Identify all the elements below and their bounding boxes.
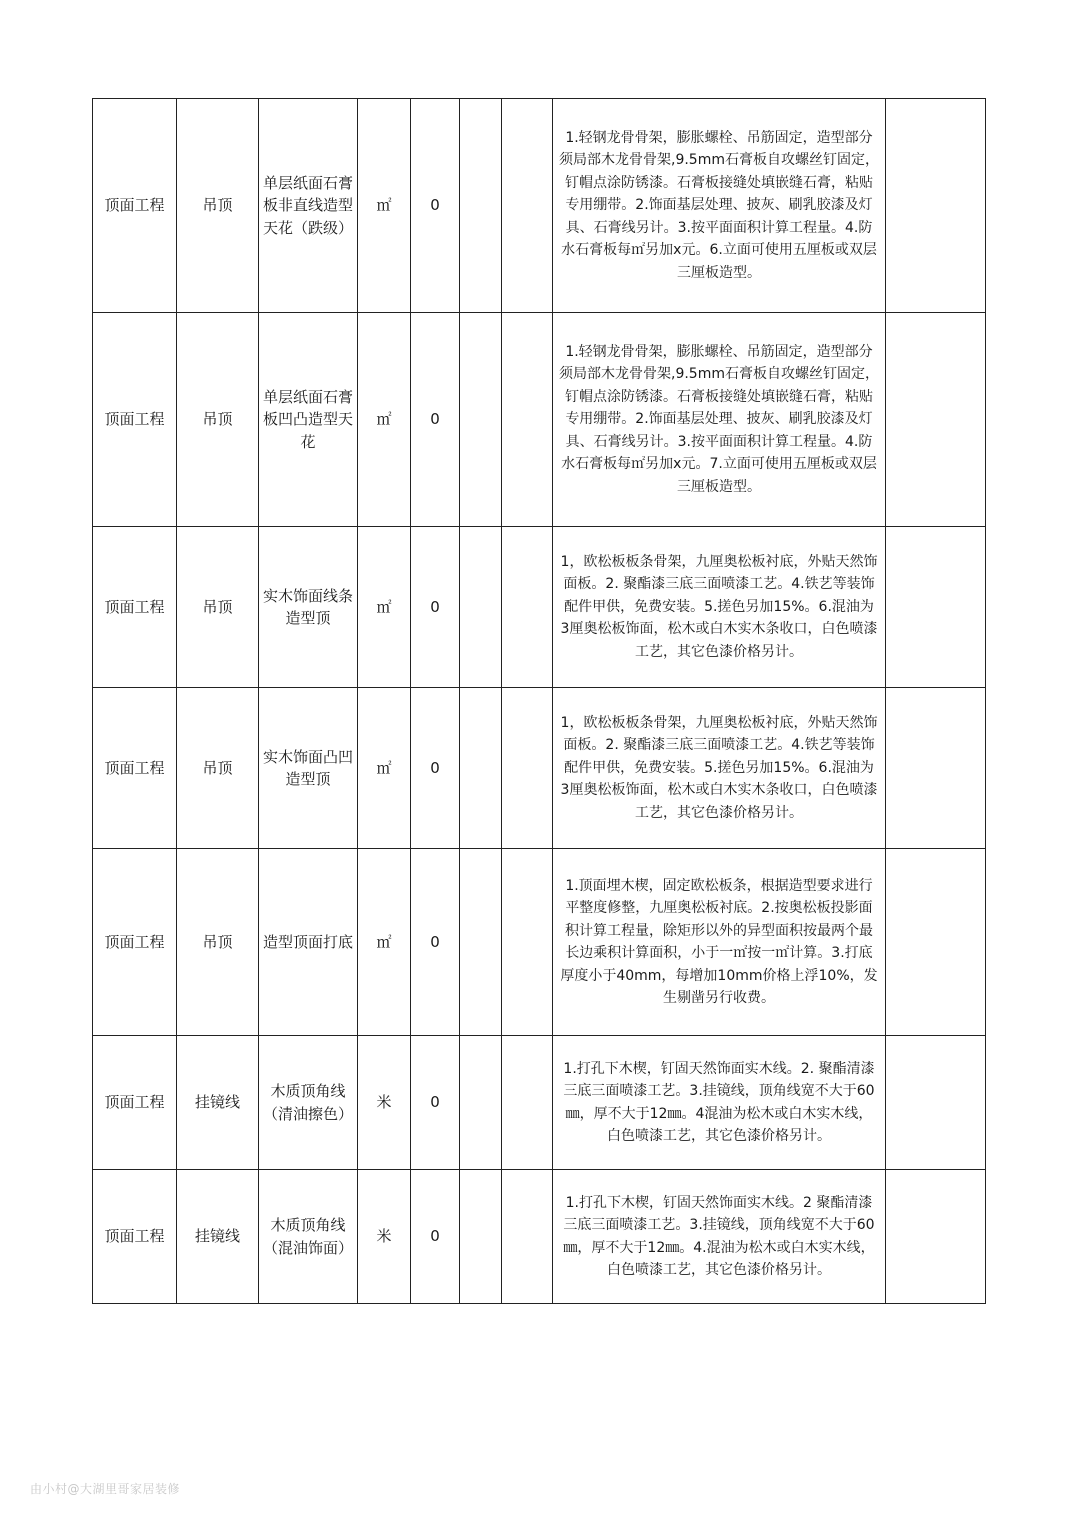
unit-cell: ㎡ [358,849,411,1036]
remark-cell [886,849,986,1036]
unit-cell: 米 [358,1036,411,1170]
category-cell: 顶面工程 [93,688,177,849]
subcategory-cell: 吊顶 [177,527,259,688]
remark-cell [886,99,986,313]
description-cell: 1，欧松板板条骨架，九厘奥松板衬底，外贴天然饰面板。2. 聚酯漆三底三面喷漆工艺。4.铁艺等装饰配件甲供，免费安装。5.搓色另加15%。6.混油为 3厘奥松板饰面，松木或白木实木条收口，白色喷漆工艺，其它色漆价格另计。 [553,688,886,849]
category-cell: 顶面工程 [93,99,177,313]
quantity-cell: 0 [411,688,460,849]
unit-price-cell [460,527,502,688]
total-cell [502,688,553,849]
unit-cell: ㎡ [358,99,411,313]
subcategory-cell: 吊顶 [177,849,259,1036]
unit-cell: ㎡ [358,688,411,849]
description-cell: 1.轻钢龙骨骨架，膨胀螺栓、吊筋固定，造型部分须局部木龙骨骨架,9.5mm石膏板自攻螺丝钉固定，钉帽点涂防锈漆。石膏板接缝处填嵌缝石膏，粘贴专用绷带。2.饰面基层处理、披灰、刷乳胶漆及灯具、石膏线另计。3.按平面面积计算工程量。4.防水石膏板每㎡另加x元。6.立面可使用五厘板或双层三厘板造型。 [553,99,886,313]
unit-price-cell [460,1036,502,1170]
total-cell [502,527,553,688]
subcategory-cell: 吊顶 [177,99,259,313]
unit-price-cell [460,99,502,313]
remark-cell [886,1036,986,1170]
description-cell: 1.顶面埋木楔，固定欧松板条，根据造型要求进行平整度修整，九厘奥松板衬底。2.按奥松板投影面积计算工程量，除矩形以外的异型面积按最两个最长边乘积计算面积，小于一㎡按一㎡计算。3.打底厚度小于40mm，每增加10mm价格上浮10%，发生剔凿另行收费。 [553,849,886,1036]
remark-cell [886,1170,986,1304]
quantity-cell: 0 [411,99,460,313]
item-name-cell: 实木饰面线条造型顶 [259,527,358,688]
table-row [93,1036,986,1170]
unit-price-cell [460,849,502,1036]
description-cell: 1.打孔下木楔，钉固天然饰面实木线。2 聚酯清漆三底三面喷漆工艺。3.挂镜线，顶角线宽不大于60㎜，厚不大于12㎜。4.混油为松木或白木实木线，白色喷漆工艺，其它色漆价格另计。 [553,1170,886,1304]
item-name-cell: 木质顶角线（混油饰面） [259,1170,358,1304]
table-row [93,688,986,849]
subcategory-cell: 吊顶 [177,313,259,527]
quantity-cell: 0 [411,313,460,527]
item-name-cell: 单层纸面石膏板凹凸造型天花 [259,313,358,527]
category-cell: 顶面工程 [93,1170,177,1304]
item-name-cell: 木质顶角线（清油擦色） [259,1036,358,1170]
description-cell: 1，欧松板板条骨架，九厘奥松板衬底，外贴天然饰面板。2. 聚酯漆三底三面喷漆工艺。4.铁艺等装饰配件甲供，免费安装。5.搓色另加15%。6.混油为 3厘奥松板饰面，松木或白木实木条收口，白色喷漆工艺，其它色漆价格另计。 [553,527,886,688]
subcategory-cell: 挂镜线 [177,1170,259,1304]
remark-cell [886,688,986,849]
subcategory-cell: 吊顶 [177,688,259,849]
unit-cell: 米 [358,1170,411,1304]
description-cell: 1.打孔下木楔，钉固天然饰面实木线。2. 聚酯清漆三底三面喷漆工艺。3.挂镜线，顶角线宽不大于60㎜，厚不大于12㎜。4混油为松木或白木实木线，白色喷漆工艺，其它色漆价格另计。 [553,1036,886,1170]
total-cell [502,99,553,313]
unit-price-cell [460,1170,502,1304]
total-cell [502,313,553,527]
table-row [93,849,986,1036]
item-name-cell: 造型顶面打底 [259,849,358,1036]
unit-price-cell [460,688,502,849]
remark-cell [886,313,986,527]
category-cell: 顶面工程 [93,849,177,1036]
unit-price-cell [460,313,502,527]
total-cell [502,1036,553,1170]
total-cell [502,1170,553,1304]
remark-cell [886,527,986,688]
subcategory-cell: 挂镜线 [177,1036,259,1170]
unit-cell: ㎡ [358,313,411,527]
category-cell: 顶面工程 [93,1036,177,1170]
table-row [93,1170,986,1304]
total-cell [502,849,553,1036]
description-cell: 1.轻钢龙骨骨架，膨胀螺栓、吊筋固定，造型部分须局部木龙骨骨架,9.5mm石膏板自攻螺丝钉固定，钉帽点涂防锈漆。石膏板接缝处填嵌缝石膏，粘贴专用绷带。2.饰面基层处理、披灰、刷乳胶漆及灯具、石膏线另计。3.按平面面积计算工程量。4.防水石膏板每㎡另加x元。7.立面可使用五厘板或双层三厘板造型。 [553,313,886,527]
table-row [93,99,986,313]
quantity-cell: 0 [411,1036,460,1170]
quote-table [92,98,986,1304]
category-cell: 顶面工程 [93,527,177,688]
unit-cell: ㎡ [358,527,411,688]
item-name-cell: 实木饰面凸凹造型顶 [259,688,358,849]
quantity-cell: 0 [411,1170,460,1304]
table-row [93,313,986,527]
quantity-cell: 0 [411,527,460,688]
item-name-cell: 单层纸面石膏板非直线造型天花（跌级） [259,99,358,313]
quantity-cell: 0 [411,849,460,1036]
table-row [93,527,986,688]
category-cell: 顶面工程 [93,313,177,527]
watermark: 由小村@大湖里哥家居装修 [30,1482,181,1496]
